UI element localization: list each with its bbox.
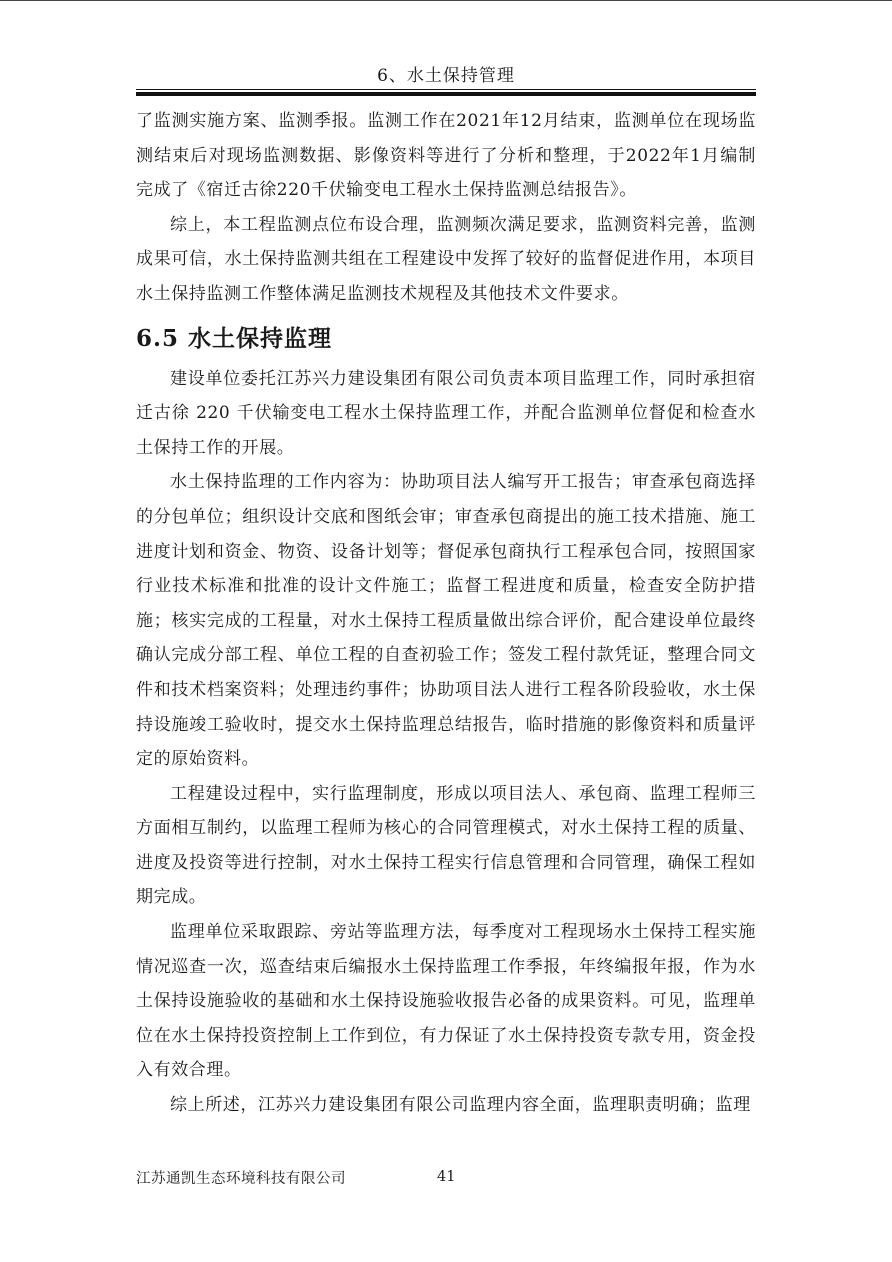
running-header-title: 6、水土保持管理 xyxy=(377,66,515,86)
page-top-border xyxy=(0,0,892,1)
paragraph-monitoring-summary: 综上，本工程监测点位布设合理，监测频次满足要求，监测资料完善，监测成果可信，水土保持监测共组在工程建设中发挥了较好的监督促进作用，本项目水土保持监测工作整体满足监测技术规程及其他技术文件要求。 xyxy=(136,214,756,304)
paragraph-supervision-duties: 水土保持监理的工作内容为：协助项目法人编写开工报告；审查承包商选择的分包单位；组织设计交底和图纸会审；审查承包商提出的施工技术措施、施工进度计划和资金、物资、设备计划等；督促承包商执行工程承包合同，按照国家行业技术标准和批准的设计文件施工；监督工程进度和质量，检查安全防护措施；核实完成的工程量，对水土保持工程质量做出综合评价，配合建设单位最终确认完成分部工程、单位工程的自查初验工作；签发工程付款凭证，整理合同文件和技术档案资料；处理违约事件；协助项目法人进行工程各阶段验收，水土保持设施竣工验收时，提交水土保持监理总结报告，临时措施的影像资料和质量评定的原始资料。 xyxy=(136,472,756,770)
section-heading: 6.5 水土保持监理 xyxy=(136,324,333,352)
paragraph-supervision-methods: 监理单位采取跟踪、旁站等监理方法，每季度对工程现场水土保持工程实施情况巡查一次，巡查结束后编报水土保持监理工作季报，年终编报年报，作为水土保持设施验收的基础和水土保持设施验收报告必备的成果资料。可见，监理单位在水土保持投资控制上工作到位，有力保证了水土保持投资专款专用，资金投入有效合理。 xyxy=(136,922,756,1081)
header-rule-thick xyxy=(136,92,756,96)
paragraph-supervision-unit: 建设单位委托江苏兴力建设集团有限公司负责本项目监理工作，同时承担宿迁古徐 220 千伏输变电工程水土保持监理工作，并配合监测单位督促和检查水土保持工作的开展。 xyxy=(136,368,756,458)
header-rule-thin xyxy=(136,89,756,90)
page-body xyxy=(136,104,756,1123)
paragraph-supervision-conclusion: 综上所述，江苏兴力建设集团有限公司监理内容全面，监理职责明确；监理 xyxy=(170,1095,751,1116)
paragraph-monitoring-continued: 了监测实施方案、监测季报。监测工作在2021年12月结束，监测单位在现场监测结束后对现场监测数据、影像资料等进行了分析和整理，于2022年1月编制完成了《宿迁古徐220千伏输变电工程水土保持监测总结报告》。 xyxy=(136,111,756,201)
footer-company-name: 江苏通凯生态环境科技有限公司 xyxy=(136,1171,346,1187)
paragraph-supervision-system: 工程建设过程中，实行监理制度，形成以项目法人、承包商、监理工程师三方面相互制约，以监理工程师为核心的合同管理模式，对水土保持工程的质量、进度及投资等进行控制，对水土保持工程实行信息管理和合同管理，确保工程如期完成。 xyxy=(136,783,756,908)
page-number: 41 xyxy=(437,1169,456,1185)
